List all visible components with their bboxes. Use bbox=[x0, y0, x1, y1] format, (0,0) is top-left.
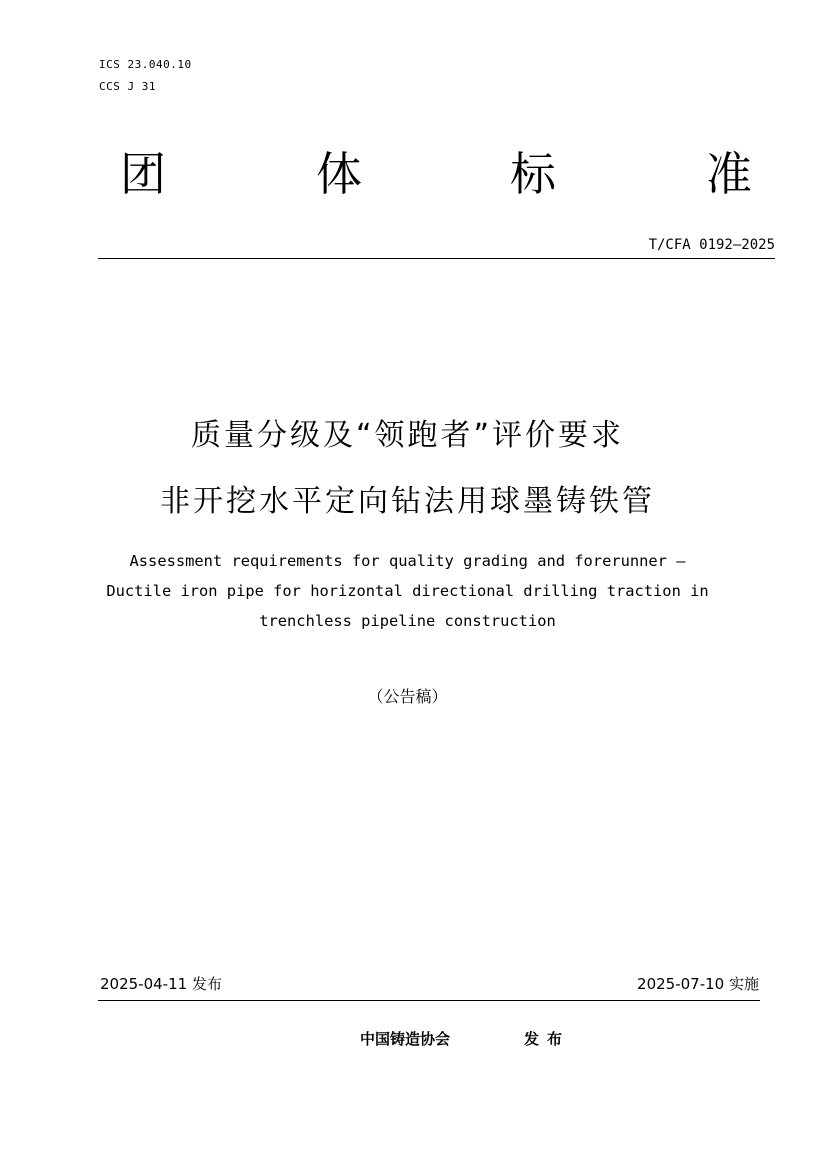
chinese-title-line-2: 非开挖水平定向钻法用球墨铸铁管 bbox=[160, 484, 655, 519]
english-title-line-2: Ductile iron pipe for horizontal directional drilling traction in bbox=[106, 582, 709, 600]
chinese-title-line-1: 质量分级及“领跑者”评价要求 bbox=[190, 418, 625, 453]
english-title-line-3: trenchless pipeline construction bbox=[259, 612, 556, 630]
bottom-divider bbox=[98, 1000, 760, 1001]
category-char-2: 体 bbox=[316, 147, 362, 201]
english-title-line-1: Assessment requirements for quality grading and forerunner — bbox=[129, 552, 686, 570]
top-divider bbox=[98, 258, 775, 259]
ics-code: ICS 23.040.10 bbox=[99, 58, 192, 71]
ccs-code: CCS J 31 bbox=[99, 80, 156, 93]
publish-date: 2025-04-11 发布 bbox=[100, 975, 222, 993]
issuing-organization: 中国铸造协会 bbox=[360, 1030, 451, 1048]
category-char-1: 团 bbox=[120, 147, 166, 201]
issuing-action: 发布 bbox=[524, 1030, 571, 1048]
category-char-4: 准 bbox=[706, 147, 752, 201]
effective-date: 2025-07-10 实施 bbox=[637, 975, 759, 993]
standard-code: T/CFA 0192—2025 bbox=[648, 237, 775, 253]
draft-status-label: （公告稿） bbox=[367, 687, 448, 706]
category-char-3: 标 bbox=[510, 147, 556, 201]
